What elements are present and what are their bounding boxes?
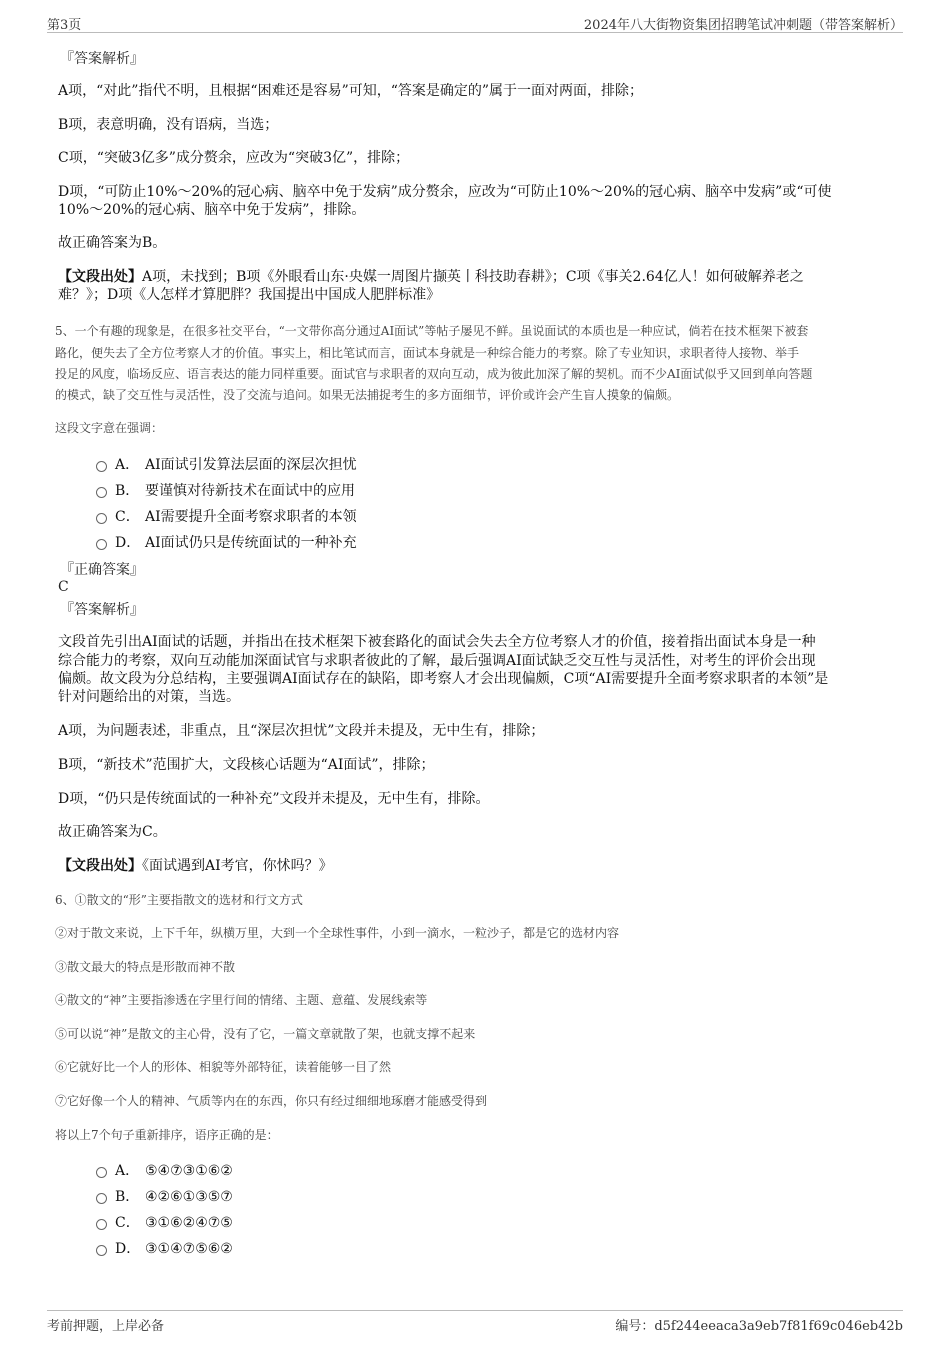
q4-analysis-c: C项，“突破3亿多”成分赘余，应改为“突破3亿”，排除； <box>58 150 410 166</box>
code-label: 编号： <box>615 1319 655 1334</box>
page-header <box>47 12 903 33</box>
q5-option-b[interactable] <box>96 480 355 500</box>
option-text: ④②⑥①③⑤⑦ <box>145 1189 233 1205</box>
q5-analysis-line2: 综合能力的考察，双向互动能加深面试官与求职者彼此的了解，最后强调AI面试缺乏交互性与灵活性，对考生的评价会出现 <box>58 653 816 669</box>
q5-prompt: 这段文字意在强调： <box>55 421 164 435</box>
document-code <box>615 1315 903 1334</box>
q5-option-d[interactable] <box>96 532 357 552</box>
q5-option-a[interactable] <box>96 454 357 474</box>
q5-answer-label: 『正确答案』 <box>60 562 144 578</box>
q5-note-d: D项，“仍只是传统面试的一种补充”文段并未提及，无中生有，排除。 <box>58 791 490 807</box>
q5-option-c[interactable] <box>96 506 357 526</box>
radio-icon[interactable] <box>96 1193 107 1204</box>
q4-analysis-a: A项，“对此”指代不明，且根据“困难还是容易”可知，“答案是确定的”属于一面对两面，排除； <box>58 83 644 99</box>
q5-answer: C <box>58 579 69 595</box>
q4-analysis-d-line2: 10%～20%的冠心病、脑卒中免于发病”，排除。 <box>58 202 366 218</box>
q6-sentence-2: ②对于散文来说，上下千年，纵横万里，大到一个全球性事件，小到一滴水，一粒沙子，都是它的选材内容 <box>55 926 620 940</box>
radio-icon[interactable] <box>96 1167 107 1178</box>
radio-icon[interactable] <box>96 513 107 524</box>
q6-sentence-6: ⑥它就好比一个人的形体、相貌等外部特征，读着能够一目了然 <box>55 1060 392 1074</box>
option-letter: C． <box>115 1215 140 1231</box>
option-letter: A． <box>115 457 140 473</box>
q4-source-label: 【文段出处】 <box>58 269 142 285</box>
page-number: 第3页 <box>47 18 82 33</box>
q6-option-c[interactable] <box>96 1212 233 1232</box>
radio-icon[interactable] <box>96 461 107 472</box>
radio-icon[interactable] <box>96 487 107 498</box>
q4-analysis-b: B项，表意明确，没有语病，当选； <box>58 117 279 133</box>
q5-analysis-label: 『答案解析』 <box>60 602 144 618</box>
option-text: ⑤④⑦③①⑥② <box>145 1163 233 1179</box>
option-text: ③①⑥②④⑦⑤ <box>145 1215 233 1231</box>
option-letter: D． <box>115 1241 141 1257</box>
q4-source <box>58 268 898 286</box>
option-text: AI面试仍只是传统面试的一种补充 <box>145 535 357 551</box>
radio-icon[interactable] <box>96 1219 107 1230</box>
document-title: 2024年八大街物资集团招聘笔试冲刺题（带答案解析） <box>583 18 903 33</box>
q6-sentence-7: ⑦它好像一个人的精神、气质等内在的东西，你只有经过细细地琢磨才能感受得到 <box>55 1094 488 1108</box>
radio-icon[interactable] <box>96 539 107 550</box>
q4-source-line1: A项，未找到；B项《外眼看山东·央媒一周图片撷英丨科技助春耕》；C项《事关2.64亿人！如何破解养老之 <box>142 269 804 285</box>
q5-analysis-line3: 偏颇。故文段为分总结构，主要强调AI面试存在的缺陷，即考察人才会出现偏颇，C项“AI需要提升全面考察求职者的本领”是 <box>58 671 829 687</box>
q5-analysis-line4: 针对问题给出的对策，当选。 <box>58 689 240 705</box>
q5-note-b: B项，“新技术”范围扩大，文段核心话题为“AI面试”，排除； <box>58 757 435 773</box>
option-letter: D． <box>115 535 141 551</box>
option-letter: A． <box>115 1163 140 1179</box>
footer-slogan: 考前押题，上岸必备 <box>47 1319 165 1334</box>
radio-icon[interactable] <box>96 1245 107 1256</box>
q5-passage-line1: 5、一个有趣的现象是，在很多社交平台，“一文带你高分通过AI面试”等帖子屡见不鲜。虽说面试的本质也是一种应试，倘若在技术框架下被套 <box>55 324 809 338</box>
q5-analysis-line1: 文段首先引出AI面试的话题，并指出在技术框架下被套路化的面试会失去全方位考察人才的价值，接着指出面试本身是一种 <box>58 634 816 650</box>
q5-conclusion: 故正确答案为C。 <box>58 824 167 840</box>
q6-sentence-3: ③散文最大的特点是形散而神不散 <box>55 960 236 974</box>
option-text: AI需要提升全面考察求职者的本领 <box>145 509 357 525</box>
option-text: AI面试引发算法层面的深层次担忧 <box>145 457 357 473</box>
q4-analysis-d-line1: D项，“可防止10%～20%的冠心病、脑卒中免于发病”成分赘余，应改为“可防止10%～20%的冠心病、脑卒中发病”或“可使 <box>58 184 832 200</box>
q6-option-a[interactable] <box>96 1160 233 1180</box>
q6-option-d[interactable] <box>96 1238 233 1258</box>
q6-sentence-1: 6、①散文的“形”主要指散文的选材和行文方式 <box>55 893 303 907</box>
option-text: ③①④⑦⑤⑥② <box>145 1241 233 1257</box>
q5-source <box>58 857 898 875</box>
q5-note-a: A项，为问题表述，非重点，且“深层次担忧”文段并未提及，无中生有，排除； <box>58 723 545 739</box>
page-footer <box>47 1310 903 1333</box>
code-value: d5f244eeaca3a9eb7f81f69c046eb42b <box>654 1319 903 1334</box>
q6-prompt: 将以上7个句子重新排序，语序正确的是： <box>55 1128 279 1142</box>
option-letter: C． <box>115 509 140 525</box>
option-letter: B． <box>115 1189 140 1205</box>
option-text: 要谨慎对待新技术在面试中的应用 <box>145 483 355 499</box>
q4-source-line2: 难？》；D项《人怎样才算肥胖？我国提出中国成人肥胖标准》 <box>58 287 441 303</box>
q4-conclusion: 故正确答案为B。 <box>58 235 167 251</box>
q4-analysis-label: 『答案解析』 <box>60 51 144 67</box>
q5-passage-line4: 的模式，缺了交互性与灵活性，没了交流与追问。如果无法捕捉考生的多方面细节，评价或许会产生盲人摸象的偏颇。 <box>55 388 680 402</box>
q6-sentence-4: ④散文的“神”主要指渗透在字里行间的情绪、主题、意蕴、发展线索等 <box>55 993 428 1007</box>
q6-option-b[interactable] <box>96 1186 233 1206</box>
q5-passage-line2: 路化，便失去了全方位考察人才的价值。事实上，相比笔试而言，面试本身就是一种综合能力的考察。除了专业知识，求职者待人接物、举手 <box>55 346 800 360</box>
q6-sentence-5: ⑤可以说“神”是散文的主心骨，没有了它，一篇文章就散了架，也就支撑不起来 <box>55 1027 476 1041</box>
option-letter: B． <box>115 483 140 499</box>
q5-source-label: 【文段出处】 <box>58 858 142 874</box>
q5-source-text: 《面试遇到AI考官，你怵吗？》 <box>142 858 333 874</box>
q5-passage-line3: 投足的风度，临场反应、语言表达的能力同样重要。面试官与求职者的双向互动，成为彼此加深了解的契机。而不少AI面试似乎又回到单向答题 <box>55 367 813 381</box>
